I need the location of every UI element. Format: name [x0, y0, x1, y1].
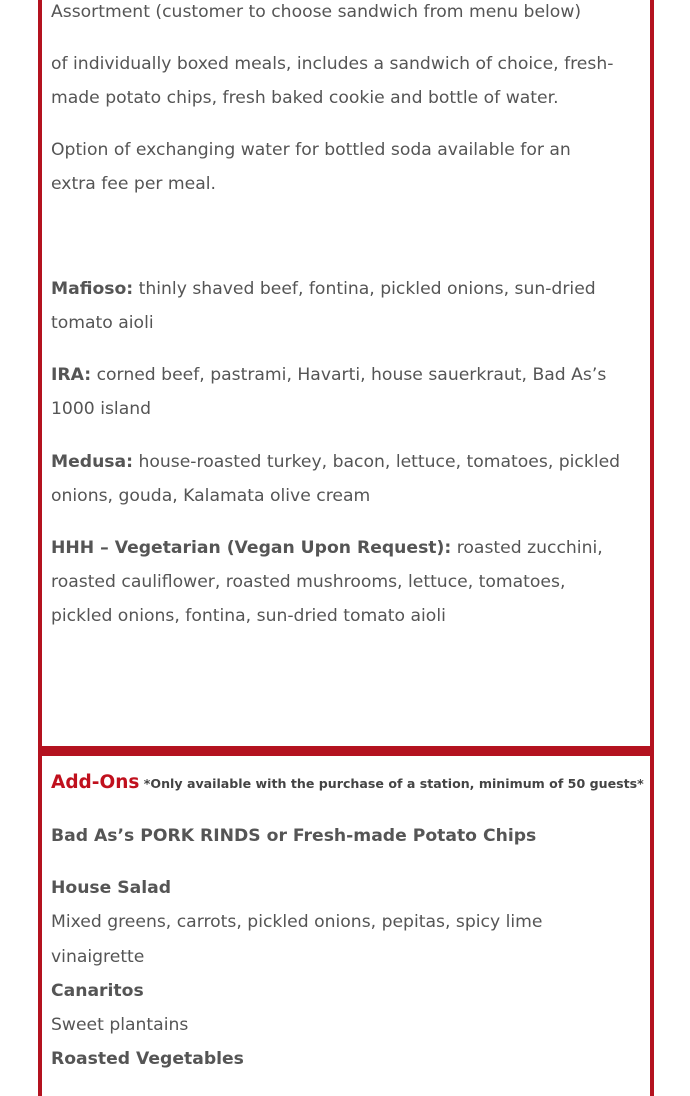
addons-title: Add-Ons — [51, 772, 140, 793]
sandwich-name: Mafioso: — [51, 279, 134, 299]
addon-description: Sweet plantains — [51, 1015, 189, 1035]
soda-option-line-1: Option of exchanging water for bottled soda available for an — [51, 140, 571, 160]
sandwich-description: house-roasted turkey, bacon, lettuce, tomatoes, pickled — [133, 452, 621, 472]
sandwich-description: pickled onions, fontina, sun-dried tomato aioli — [51, 606, 446, 626]
sandwich-name: IRA: — [51, 365, 92, 385]
sandwich-name: HHH – Vegetarian (Vegan Upon Request): — [51, 538, 452, 558]
soda-option-line-2: extra fee per meal. — [51, 174, 217, 194]
sandwich-hhh — [51, 531, 641, 565]
sandwich-mafioso — [51, 272, 641, 306]
addon-roasted-vegetables: Roasted Vegetables — [51, 1049, 244, 1069]
sandwich-description: roasted zucchini, — [451, 538, 603, 558]
sandwich-description: roasted cauliflower, roasted mushrooms, lettuce, tomatoes, — [51, 572, 566, 592]
sandwich-description: thinly shaved beef, fontina, pickled onions, sun-dried — [133, 279, 596, 299]
sandwich-description: corned beef, pastrami, Havarti, house sauerkraut, Bad As’s — [91, 365, 607, 385]
addon-description: Mixed greens, carrots, pickled onions, pepitas, spicy lime — [51, 912, 543, 932]
sandwich-medusa — [51, 445, 641, 479]
sandwich-ira — [51, 358, 641, 392]
addon-canaritos: Canaritos — [51, 981, 144, 1001]
sandwich-description: onions, gouda, Kalamata olive cream — [51, 486, 371, 506]
addon-pork-rinds: Bad As’s PORK RINDS or Fresh-made Potato Chips — [51, 826, 537, 846]
boxed-meals-line-1: of individually boxed meals, includes a sandwich of choice, fresh- — [51, 54, 614, 74]
assortment-line: Assortment (customer to choose sandwich from menu below) — [51, 2, 582, 22]
boxed-meals-line-2: made potato chips, fresh baked cookie and bottle of water. — [51, 88, 559, 108]
addon-description: vinaigrette — [51, 947, 145, 967]
addons-note: *Only available with the purchase of a station, minimum of 50 guests* — [139, 776, 644, 791]
sandwich-description: tomato aioli — [51, 313, 154, 333]
sandwich-name: Medusa: — [51, 452, 134, 472]
addon-house-salad: House Salad — [51, 878, 172, 898]
addons-heading — [51, 766, 644, 801]
sandwich-description: 1000 island — [51, 399, 152, 419]
